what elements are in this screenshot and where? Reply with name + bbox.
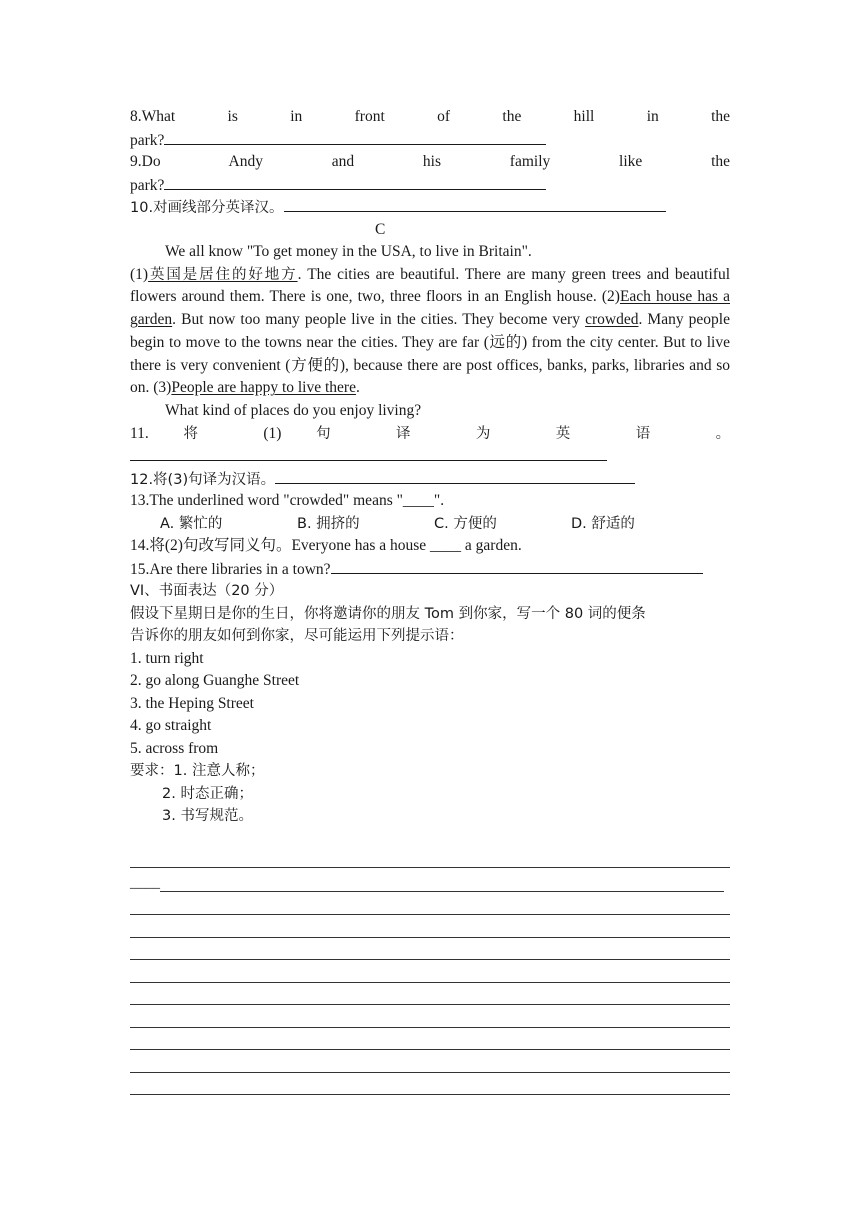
worksheet-page [130,106,730,828]
question-13: 13.The underlined word "crowded" means "____". [130,492,445,510]
question-8 [130,106,730,129]
word: the [711,153,730,170]
writing-line[interactable] [130,982,730,983]
question-9-tail: park? [130,174,730,197]
word: of [437,108,451,125]
writing-line[interactable] [130,959,730,960]
underlined-sentence-1: 英国是居住的好地方 [148,266,298,283]
writing-line[interactable] [130,1072,730,1073]
hint-5: 5. across from [130,739,219,757]
option-d[interactable]: D. 舒适的 [571,515,635,532]
option-a[interactable]: A. 繁忙的 [160,515,223,532]
question-11 [130,423,730,446]
section-c-heading: C [375,220,386,238]
word: front [354,108,385,125]
writing-line[interactable] [130,1027,730,1028]
word: 句 [316,425,362,442]
hint-4: 4. go straight [130,717,212,735]
question-14: 14.将(2)句改写同义句。Everyone has a house ____ a garden. [130,537,522,555]
option-c[interactable]: C. 方便的 [434,515,497,532]
word: 译 [395,425,442,442]
requirement-3: 3. 书写规范。 [162,808,253,825]
answer-blank-11[interactable] [130,445,607,461]
hint-1: 1. turn right [130,649,204,667]
requirements: 要求：1. 注意人称； [130,763,265,780]
word: like [619,153,643,170]
option-b[interactable]: B. 拥挤的 [297,515,360,532]
word: (1) [263,424,282,442]
question-12: 12.将(3)句译为汉语。 [130,468,730,491]
underlined-word-crowded: crowded [585,311,639,329]
word: Andy [228,153,263,170]
requirement-2: 2. 时态正确； [162,785,253,802]
word: 8.What [130,108,176,125]
underlined-sentence-3: People are happy to live there [171,379,356,397]
word: 。 [715,425,730,442]
word: 英 [555,425,602,442]
word: hill [573,108,595,125]
question-10: 10.对画线部分英译汉。 [130,196,730,219]
word: in [646,108,659,125]
hint-3: 3. the Heping Street [130,694,254,712]
passage-closing: What kind of places do you enjoy living? [165,402,422,420]
word: and [331,153,355,170]
hint-2: 2. go along Guanghe Street [130,672,300,690]
question-11-blank-line [130,445,730,468]
word: is [227,108,238,125]
writing-line[interactable] [130,1094,730,1095]
section-vi-heading: VI、书面表达（20 分） [130,583,284,600]
question-9 [130,151,730,174]
word: his [422,153,442,170]
word: the [502,108,522,125]
writing-line-2[interactable]: ____ [130,874,730,892]
underlined-sentence-2: Each house has a garden [130,288,730,329]
passage-intro: We all know "To get money in the USA, to live in Britain". [165,243,532,260]
question-15: 15.Are there libraries in a town? [130,558,730,581]
writing-line[interactable] [130,1004,730,1005]
task-line-2: 告诉你的朋友如何到你家，尽可能运用下列提示语： [130,628,464,645]
answer-blank-9[interactable] [164,174,546,190]
word: 为 [475,425,522,442]
question-13-options [130,513,730,536]
answer-blank-8[interactable] [164,129,546,145]
writing-line[interactable] [130,937,730,938]
question-8-tail: park? [130,129,730,152]
word: 11. [130,424,149,442]
word: 将 [183,425,229,442]
writing-line[interactable] [130,867,730,868]
answer-blank-12[interactable] [275,468,635,484]
writing-line[interactable] [130,1049,730,1050]
word: 语 [635,425,681,442]
word: family [509,153,551,170]
word: in [290,108,303,125]
answer-blank-10[interactable] [284,196,666,212]
task-line-1: 假设下星期日是你的生日，你将邀请你的朋友 Tom 到你家，写一个 80 词的便条 [130,605,646,622]
passage-body: (1)英国是居住的好地方. The cities are beautiful. There are many green trees and beautiful flowers around them. There is one, two, three floors in an English house. (2)Each house has a garden. But now too many people live in the cities. They become very crowded. Many people begin to move to the towns near the cities. They are far (远的) from the city center. But to live there is very convenient (方便的), because there are post offices, banks, parks, libraries and so on. (3)People are happy to live there. [130,265,731,397]
answer-blank-15[interactable] [331,558,703,574]
writing-line[interactable] [130,914,730,915]
word: 9.Do [130,153,161,170]
word: the [711,108,730,125]
